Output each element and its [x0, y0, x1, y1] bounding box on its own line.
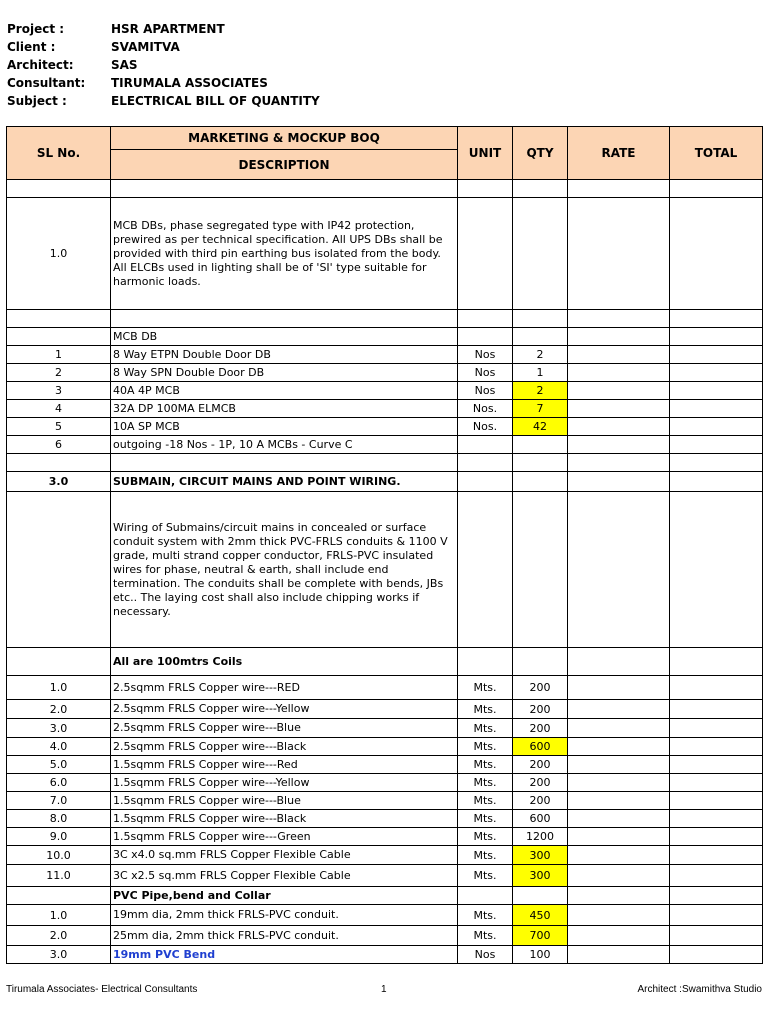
cell-qty: 600 — [513, 738, 568, 756]
cell-description: MCB DB — [111, 328, 458, 346]
cell-sl-no: 6 — [7, 436, 111, 454]
cell-qty: 200 — [513, 700, 568, 719]
col-sl-header: SL No. — [7, 127, 111, 180]
cell-qty: 7 — [513, 400, 568, 418]
table-row — [7, 905, 763, 926]
cell-unit: Nos. — [458, 400, 513, 418]
cell-sl-no: 1.0 — [7, 905, 111, 926]
cell-rate — [568, 828, 670, 846]
cell-qty — [513, 436, 568, 454]
cell-sl-no: 3.0 — [7, 946, 111, 964]
table-row — [7, 454, 763, 472]
table-row — [7, 648, 763, 676]
cell-qty: 200 — [513, 792, 568, 810]
cell-description: 3C x2.5 sq.mm FRLS Copper Flexible Cable — [111, 865, 458, 887]
cell-qty — [513, 492, 568, 648]
cell-unit — [458, 198, 513, 310]
cell-unit: Mts. — [458, 905, 513, 926]
table-row — [7, 364, 763, 382]
cell-sl-no: 3.0 — [7, 719, 111, 738]
cell-rate — [568, 328, 670, 346]
table-row — [7, 810, 763, 828]
cell-description: 1.5sqmm FRLS Copper wire---Green — [111, 828, 458, 846]
cell-rate — [568, 810, 670, 828]
header-label: Consultant: — [7, 76, 86, 90]
cell-rate — [568, 926, 670, 946]
cell-rate — [568, 792, 670, 810]
cell-sl-no: 2.0 — [7, 926, 111, 946]
cell-rate — [568, 648, 670, 676]
cell-total — [670, 436, 763, 454]
cell-qty — [513, 310, 568, 328]
cell-rate — [568, 492, 670, 648]
table-row — [7, 828, 763, 846]
cell-sl-no: 11.0 — [7, 865, 111, 887]
cell-unit — [458, 887, 513, 905]
cell-qty: 2 — [513, 346, 568, 364]
cell-total — [670, 926, 763, 946]
cell-unit: Mts. — [458, 926, 513, 946]
cell-total — [670, 328, 763, 346]
cell-description — [111, 454, 458, 472]
cell-qty: 700 — [513, 926, 568, 946]
cell-description: 8 Way ETPN Double Door DB — [111, 346, 458, 364]
cell-rate — [568, 382, 670, 400]
cell-total — [670, 887, 763, 905]
cell-qty — [513, 198, 568, 310]
cell-description — [111, 310, 458, 328]
cell-rate — [568, 310, 670, 328]
cell-unit: Mts. — [458, 738, 513, 756]
cell-total — [670, 180, 763, 198]
cell-unit — [458, 310, 513, 328]
cell-unit: Mts. — [458, 756, 513, 774]
cell-sl-no — [7, 310, 111, 328]
table-row — [7, 774, 763, 792]
cell-sl-no — [7, 180, 111, 198]
cell-unit: Mts. — [458, 719, 513, 738]
cell-total — [670, 846, 763, 865]
cell-rate — [568, 865, 670, 887]
cell-qty — [513, 887, 568, 905]
cell-qty: 100 — [513, 946, 568, 964]
col-desc-header: DESCRIPTION — [111, 150, 458, 180]
table-row — [7, 887, 763, 905]
cell-sl-no: 9.0 — [7, 828, 111, 846]
cell-description: 40A 4P MCB — [111, 382, 458, 400]
header-row — [7, 38, 320, 56]
cell-sl-no: 5 — [7, 418, 111, 436]
boq-table — [6, 126, 763, 964]
header-row — [7, 20, 320, 38]
header-row — [7, 92, 320, 110]
cell-description: 32A DP 100MA ELMCB — [111, 400, 458, 418]
cell-unit: Nos — [458, 364, 513, 382]
cell-description: Wiring of Submains/circuit mains in concealed or surface conduit system with 2mm thick PVC-FRLS conduits & 1100 V grade, multi strand copper conductor, FRLS-PVC insulated wires for phase, neutral & earth, shall include end termination. The conduits shall be complete with bends, JBs etc.. The laying cost shall also include chipping works if necessary. — [111, 492, 458, 648]
cell-total — [670, 810, 763, 828]
cell-unit: Mts. — [458, 676, 513, 700]
table-row — [7, 926, 763, 946]
cell-qty: 600 — [513, 810, 568, 828]
cell-rate — [568, 436, 670, 454]
cell-description: 8 Way SPN Double Door DB — [111, 364, 458, 382]
cell-qty: 200 — [513, 774, 568, 792]
table-row — [7, 676, 763, 700]
cell-rate — [568, 180, 670, 198]
table-row — [7, 328, 763, 346]
cell-description — [111, 180, 458, 198]
cell-sl-no — [7, 328, 111, 346]
cell-sl-no: 8.0 — [7, 810, 111, 828]
cell-total — [670, 676, 763, 700]
cell-rate — [568, 676, 670, 700]
cell-qty: 450 — [513, 905, 568, 926]
cell-description: 2.5sqmm FRLS Copper wire---Blue — [111, 719, 458, 738]
table-row — [7, 400, 763, 418]
cell-unit: Mts. — [458, 846, 513, 865]
cell-qty: 2 — [513, 382, 568, 400]
cell-description: SUBMAIN, CIRCUIT MAINS AND POINT WIRING. — [111, 472, 458, 492]
cell-sl-no: 1.0 — [7, 676, 111, 700]
cell-total — [670, 346, 763, 364]
cell-total — [670, 648, 763, 676]
table-body — [7, 180, 763, 964]
header-row — [7, 74, 320, 92]
cell-total — [670, 454, 763, 472]
cell-description: 3C x4.0 sq.mm FRLS Copper Flexible Cable — [111, 846, 458, 865]
cell-rate — [568, 418, 670, 436]
col-qty-header: QTY — [513, 127, 568, 180]
cell-sl-no: 3 — [7, 382, 111, 400]
cell-qty: 1 — [513, 364, 568, 382]
header-value: HSR APARTMENT — [111, 22, 225, 36]
document-header — [7, 20, 320, 110]
table-row — [7, 846, 763, 865]
cell-description: 1.5sqmm FRLS Copper wire---Black — [111, 810, 458, 828]
col-total-header: TOTAL — [670, 127, 763, 180]
cell-unit — [458, 472, 513, 492]
cell-unit — [458, 436, 513, 454]
cell-description: 1.5sqmm FRLS Copper wire---Red — [111, 756, 458, 774]
cell-sl-no: 3.0 — [7, 472, 111, 492]
table-row — [7, 180, 763, 198]
cell-sl-no — [7, 492, 111, 648]
cell-rate — [568, 719, 670, 738]
cell-unit: Nos — [458, 346, 513, 364]
cell-unit: Mts. — [458, 865, 513, 887]
cell-sl-no — [7, 648, 111, 676]
cell-sl-no — [7, 454, 111, 472]
cell-sl-no: 1 — [7, 346, 111, 364]
cell-sl-no: 2.0 — [7, 700, 111, 719]
header-value: SVAMITVA — [111, 40, 180, 54]
cell-total — [670, 756, 763, 774]
cell-rate — [568, 905, 670, 926]
footer-left: Tirumala Associates- Electrical Consultants — [6, 984, 198, 995]
cell-sl-no: 6.0 — [7, 774, 111, 792]
cell-description: outgoing -18 Nos - 1P, 10 A MCBs - Curve C — [111, 436, 458, 454]
cell-total — [670, 700, 763, 719]
cell-rate — [568, 756, 670, 774]
cell-sl-no — [7, 887, 111, 905]
cell-qty: 1200 — [513, 828, 568, 846]
cell-description: 1.5sqmm FRLS Copper wire---Yellow — [111, 774, 458, 792]
cell-rate — [568, 738, 670, 756]
cell-qty: 300 — [513, 846, 568, 865]
footer-right: Architect :Swamithva Studio — [637, 984, 762, 995]
cell-unit — [458, 328, 513, 346]
cell-unit: Mts. — [458, 792, 513, 810]
cell-rate — [568, 400, 670, 418]
cell-description: 25mm dia, 2mm thick FRLS-PVC conduit. — [111, 926, 458, 946]
cell-description: 10A SP MCB — [111, 418, 458, 436]
cell-rate — [568, 198, 670, 310]
cell-total — [670, 382, 763, 400]
cell-total — [670, 738, 763, 756]
table-row — [7, 492, 763, 648]
table-row — [7, 719, 763, 738]
cell-description: 2.5sqmm FRLS Copper wire---RED — [111, 676, 458, 700]
header-label: Architect: — [7, 58, 74, 72]
cell-unit — [458, 492, 513, 648]
table-header — [7, 127, 763, 180]
col-unit-header: UNIT — [458, 127, 513, 180]
cell-rate — [568, 472, 670, 492]
cell-total — [670, 364, 763, 382]
footer-page-number: 1 — [381, 984, 387, 995]
cell-rate — [568, 946, 670, 964]
cell-qty — [513, 328, 568, 346]
header-row — [7, 56, 320, 74]
table-row — [7, 700, 763, 719]
table-row — [7, 756, 763, 774]
cell-description: 2.5sqmm FRLS Copper wire---Yellow — [111, 700, 458, 719]
cell-unit: Mts. — [458, 774, 513, 792]
cell-description: All are 100mtrs Coils — [111, 648, 458, 676]
cell-sl-no: 2 — [7, 364, 111, 382]
table-row — [7, 436, 763, 454]
cell-unit — [458, 454, 513, 472]
header-label: Client : — [7, 40, 56, 54]
cell-sl-no: 4.0 — [7, 738, 111, 756]
cell-rate — [568, 454, 670, 472]
cell-description: 2.5sqmm FRLS Copper wire---Black — [111, 738, 458, 756]
cell-qty: 42 — [513, 418, 568, 436]
cell-rate — [568, 846, 670, 865]
header-value: ELECTRICAL BILL OF QUANTITY — [111, 94, 320, 108]
cell-total — [670, 472, 763, 492]
cell-qty — [513, 472, 568, 492]
table-row — [7, 946, 763, 964]
cell-description — [111, 946, 458, 964]
cell-rate — [568, 774, 670, 792]
table-row — [7, 382, 763, 400]
cell-total — [670, 792, 763, 810]
cell-total — [670, 310, 763, 328]
cell-description: 1.5sqmm FRLS Copper wire---Blue — [111, 792, 458, 810]
cell-qty — [513, 648, 568, 676]
cell-rate — [568, 346, 670, 364]
cell-total — [670, 905, 763, 926]
cell-description: PVC Pipe,bend and Collar — [111, 887, 458, 905]
table-row — [7, 418, 763, 436]
table-row — [7, 472, 763, 492]
cell-total — [670, 198, 763, 310]
cell-unit: Nos — [458, 382, 513, 400]
cell-sl-no: 7.0 — [7, 792, 111, 810]
cell-qty: 200 — [513, 719, 568, 738]
header-value: SAS — [111, 58, 138, 72]
cell-total — [670, 774, 763, 792]
cell-unit — [458, 648, 513, 676]
cell-total — [670, 418, 763, 436]
col-rate-header: RATE — [568, 127, 670, 180]
header-label: Project : — [7, 22, 65, 36]
table-row — [7, 346, 763, 364]
cell-rate — [568, 364, 670, 382]
cell-qty: 200 — [513, 756, 568, 774]
header-value: TIRUMALA ASSOCIATES — [111, 76, 268, 90]
cell-description: MCB DBs, phase segregated type with IP42 protection, prewired as per technical specification. All UPS DBs shall be provided with third pin earthing bus isolated from the body. All ELCBs used in lighting shall be of 'SI' type suitable for harmonic loads. — [111, 198, 458, 310]
cell-total — [670, 400, 763, 418]
cell-unit: Mts. — [458, 700, 513, 719]
cell-unit: Mts. — [458, 828, 513, 846]
cell-sl-no: 4 — [7, 400, 111, 418]
cell-rate — [568, 700, 670, 719]
cell-qty: 300 — [513, 865, 568, 887]
table-row — [7, 310, 763, 328]
cell-total — [670, 946, 763, 964]
cell-sl-no: 1.0 — [7, 198, 111, 310]
cell-qty — [513, 180, 568, 198]
header-label: Subject : — [7, 94, 67, 108]
cell-total — [670, 492, 763, 648]
table-row — [7, 198, 763, 310]
cell-description: 19mm dia, 2mm thick FRLS-PVC conduit. — [111, 905, 458, 926]
cell-sl-no: 10.0 — [7, 846, 111, 865]
table-row — [7, 865, 763, 887]
col-group-header: MARKETING & MOCKUP BOQ — [111, 127, 458, 150]
cell-unit — [458, 180, 513, 198]
cell-total — [670, 828, 763, 846]
cell-qty — [513, 454, 568, 472]
description-link-text: 19mm PVC Bend — [113, 947, 216, 961]
table-row — [7, 792, 763, 810]
cell-rate — [568, 887, 670, 905]
cell-total — [670, 719, 763, 738]
cell-qty: 200 — [513, 676, 568, 700]
cell-unit: Nos. — [458, 418, 513, 436]
cell-total — [670, 865, 763, 887]
table-row — [7, 738, 763, 756]
cell-sl-no: 5.0 — [7, 756, 111, 774]
cell-unit: Nos — [458, 946, 513, 964]
cell-unit: Mts. — [458, 810, 513, 828]
